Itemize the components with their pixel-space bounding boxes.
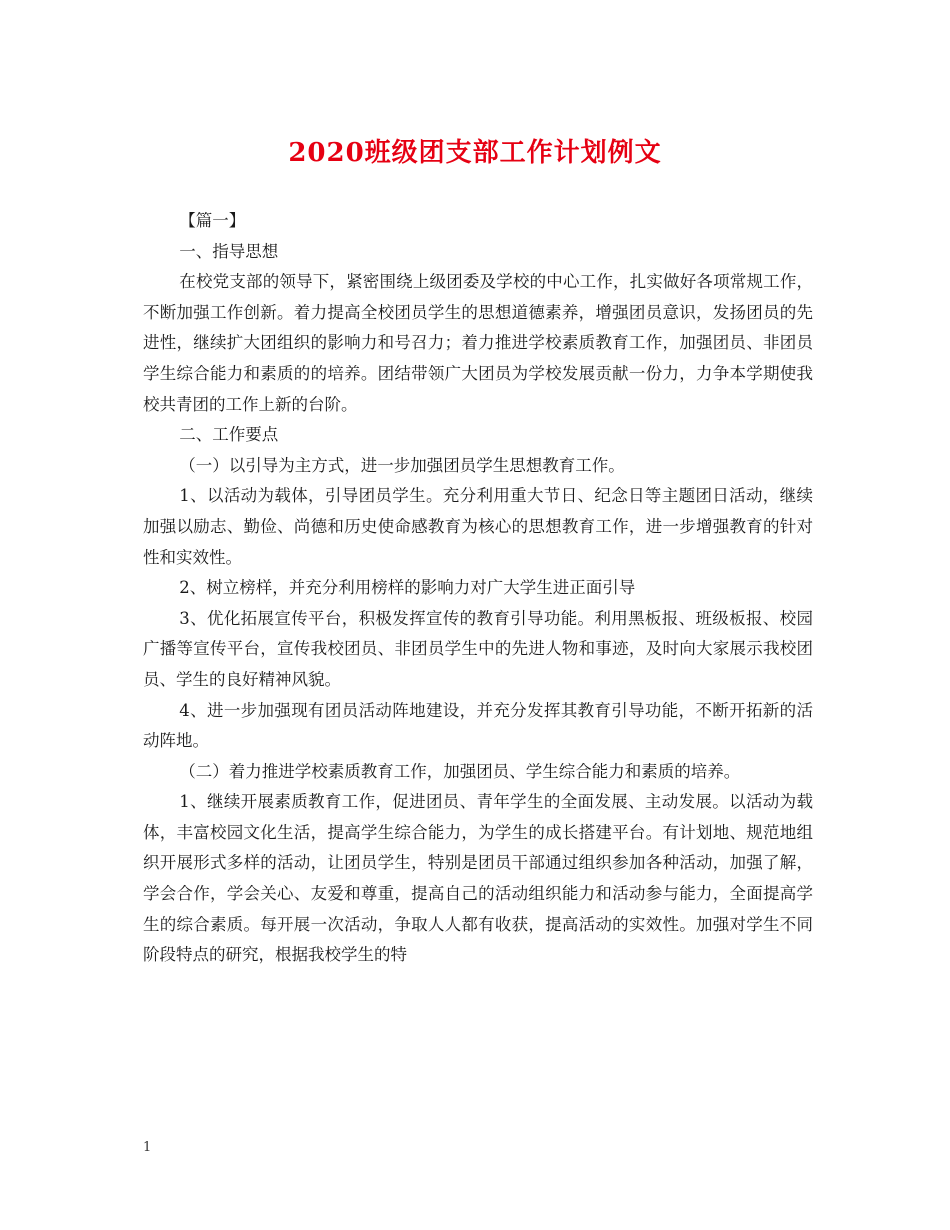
paragraph-quality-item-1: 1、继续开展素质教育工作，促进团员、青年学生的全面发展、主动发展。以活动为载体，丰富校园文化生活，提高学生综合能力，为学生的成长搭建平台。有计划地、规范地组织开展形式多样的活动，让团员学生，特别是团员干部通过组织参加各种活动，加强了解，学会合作，学会关心、友爱和尊重，提高自己的活动组织能力和活动参与能力，全面提高学生的综合素质。每开展一次活动，争取人人都有收获，提高活动的实效性。加强对学生不同阶段特点的研究，根据我校学生的特 [143,792,813,965]
page-number: 1 [143,1140,152,1155]
document-title: 2020班级团支部工作计划例文 [288,138,662,168]
heading-guiding-ideology: 一、指导思想 [179,241,279,261]
paragraph-item-2: 2、树立榜样，并充分利用榜样的影响力对广大学生进正面引导 [179,578,636,598]
subheading-ideological-education: （一）以引导为主方式，进一步加强团员学生思想教育工作。 [179,455,625,475]
subheading-quality-education: （二）着力推进学校素质教育工作，加强团员、学生综合能力和素质的培养。 [179,761,741,781]
paragraph-item-1: 1、以活动为载体，引导团员学生。充分利用重大节日、纪念日等主题团日活动，继续加强以励志、勤俭、尚德和历史使命感教育为核心的思想教育工作，进一步增强教育的针对性和实效性。 [143,486,813,567]
paragraph-guiding-ideology: 在校党支部的领导下，紧密围绕上级团委及学校的中心工作，扎实做好各项常规工作，不断加强工作创新。着力提高全校团员学生的思想道德素养，增强团员意识，发扬团员的先进性，继续扩大团组织的影响力和号召力；着力推进学校素质教育工作，加强团员、非团员学生综合能力和素质的的培养。团结带领广大团员为学校发展贡献一份力，力争本学期使我校共青团的工作上新的台阶。 [143,272,813,414]
heading-work-points: 二、工作要点 [179,425,279,445]
section-marker: 【篇一】 [179,211,246,230]
paragraph-item-4: 4、进一步加强现有团员活动阵地建设，并充分发挥其教育引导功能，不断开拓新的活动阵地。 [143,700,813,751]
document-body [143,206,813,971]
paragraph-item-3: 3、优化拓展宣传平台，积极发挥宣传的教育引导功能。利用黑板报、班级板报、校园广播等宣传平台，宣传我校团员、非团员学生中的先进人物和事迹，及时向大家展示我校团员、学生的良好精神风貌。 [143,608,813,689]
